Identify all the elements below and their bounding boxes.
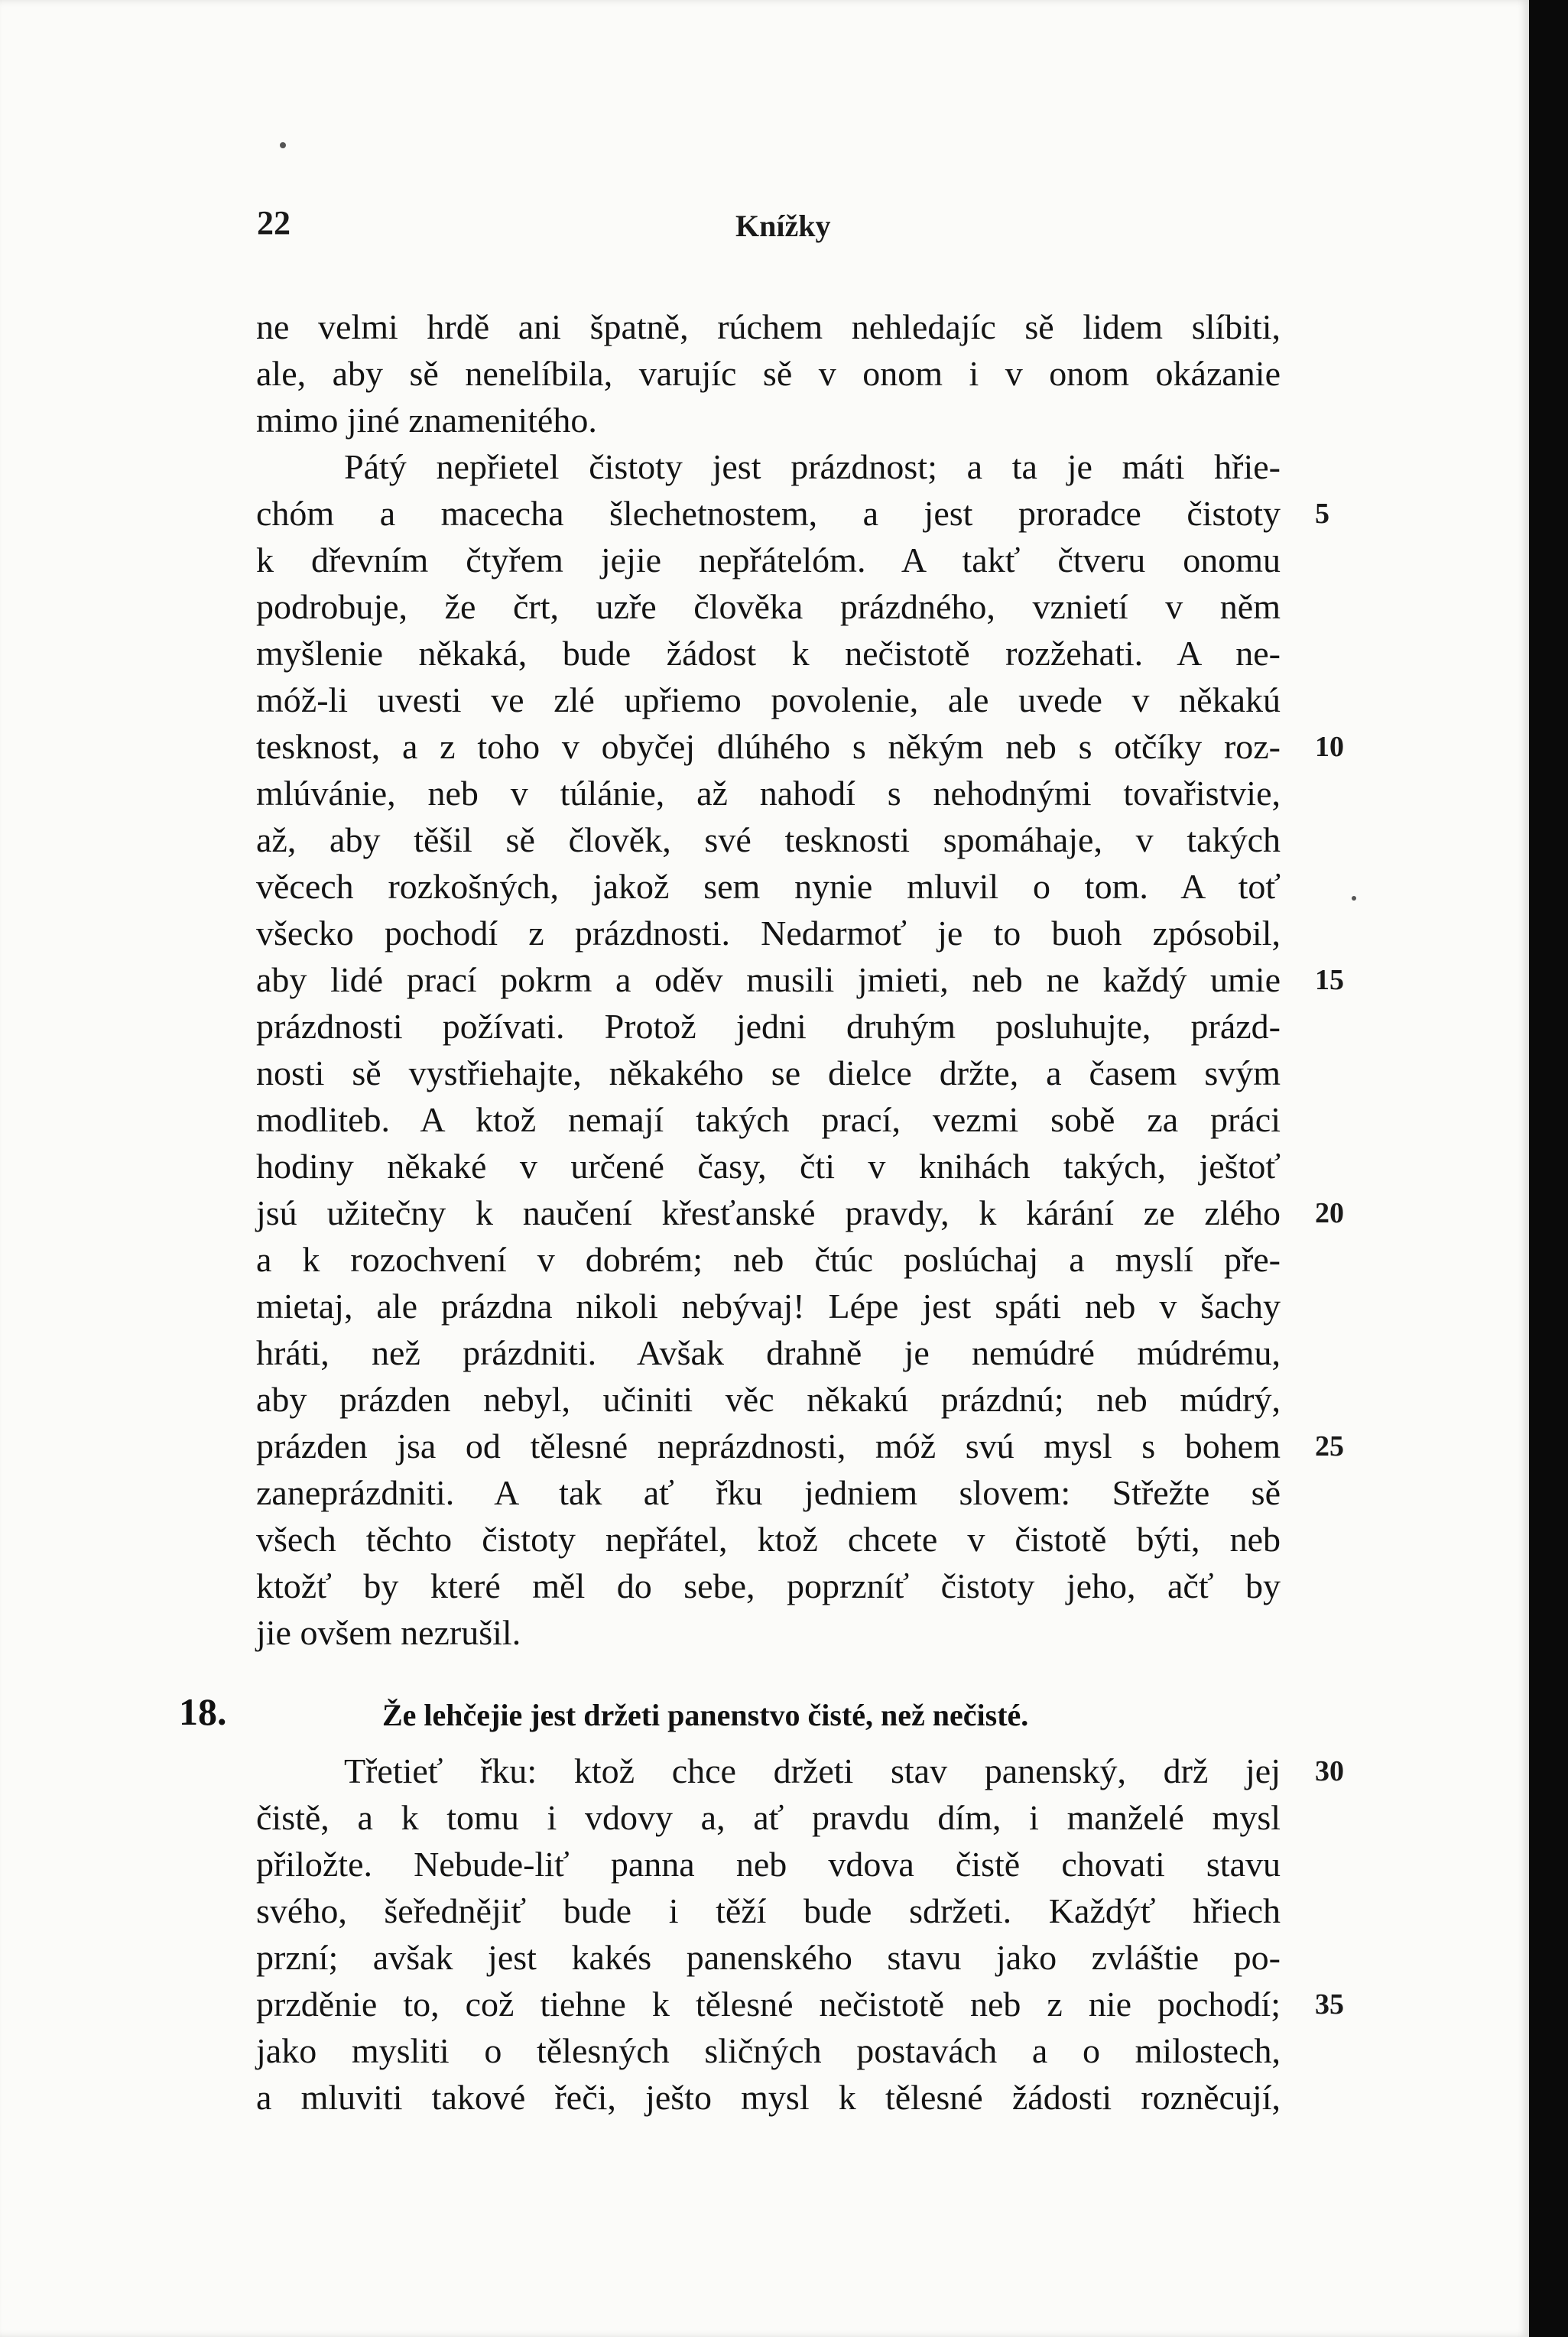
text-line: přiložte. Nebude-liť panna neb vdova čistě chovati stavu: [256, 1845, 1281, 1884]
scan-edge: [1529, 0, 1568, 2337]
text-line: ktožť by které měl do sebe, poprzníť čistoty jeho, ačť by: [256, 1566, 1281, 1605]
line-number: 15: [1315, 964, 1344, 996]
text-line: ne velmi hrdě ani špatně, rúchem nehledajíc sě lidem slíbiti,: [256, 307, 1281, 346]
section-number: 18.: [179, 1690, 227, 1733]
section-title: Že lehčejie jest držeti panenstvo čisté, než nečisté.: [382, 1698, 1029, 1732]
line-number: 25: [1315, 1430, 1344, 1462]
text-line: Pátý nepřietel čistoty jest prázdnost; a ta je máti hřie-: [344, 447, 1281, 486]
speck: [1352, 896, 1356, 901]
text-line: modliteb. A ktož nemají takých prací, vezmi sobě za práci: [256, 1100, 1281, 1139]
page-number: 22: [257, 204, 291, 242]
text-line: jsú užitečny k naučení křesťanské pravdy, k kárání ze zlého: [256, 1193, 1281, 1232]
text-line: podrobuje, že črt, uzře člověka prázdného, vznietí v něm: [256, 587, 1281, 626]
text-line: všech těchto čistoty nepřátel, ktož chcete v čistotě býti, neb: [256, 1520, 1281, 1559]
text-line: zaneprázdniti. A tak ať řku jedniem slovem: Střežte sě: [256, 1473, 1281, 1512]
speck: [280, 142, 286, 148]
text-line: chóm a macecha šlechetnostem, a jest proradce čistoty: [256, 494, 1281, 533]
text-line: jie ovšem nezrušil.: [256, 1613, 521, 1652]
text-line: Třetieť řku: ktož chce držeti stav panenský, drž jej: [344, 1751, 1281, 1790]
line-number: 30: [1315, 1755, 1344, 1787]
text-line: všecko pochodí z prázdnosti. Nedarmoť je to buoh zpósobil,: [256, 914, 1281, 953]
text-line: čistě, a k tomu i vdovy a, ať pravdu dím, i manželé mysl: [256, 1798, 1281, 1837]
line-number: 10: [1315, 731, 1344, 763]
text-line: a mluviti takové řeči, ješto mysl k tělesné žádosti rozněcují,: [256, 2078, 1281, 2117]
text-line: jako mysliti o tělesných sličných postavách a o milostech,: [256, 2031, 1281, 2070]
running-title: Knížky: [735, 209, 831, 243]
text-line: móž-li uvesti ve zlé upřiemo povolenie, ale uvede v někakú: [256, 680, 1281, 719]
text-line: nosti sě vystřiehajte, někakého se dielce držte, a časem svým: [256, 1053, 1281, 1092]
text-line: aby prázden nebyl, učiniti věc někakú prázdnú; neb múdrý,: [256, 1380, 1281, 1419]
text-line: a k rozochvení v dobrém; neb čtúc poslúchaj a myslí pře-: [256, 1240, 1281, 1279]
text-line: k dřevním čtyřem jejie nepřátelóm. A takť čtveru onomu: [256, 540, 1281, 579]
text-line: prázden jsa od tělesné neprázdnosti, móž svú mysl s bohem: [256, 1427, 1281, 1465]
text-line: mietaj, ale prázdna nikoli nebývaj! Lépe jest spáti neb v šachy: [256, 1287, 1281, 1326]
text-line: myšlenie někaká, bude žádost k nečistotě rozžehati. A ne-: [256, 634, 1281, 673]
text-line: hodiny někaké v určené časy, čti v knihách takých, ještoť: [256, 1147, 1281, 1186]
text-line: prázdnosti požívati. Protož jedni druhým posluhujte, prázd-: [256, 1007, 1281, 1046]
line-number: 5: [1315, 498, 1329, 530]
text-line: aby lidé prací pokrm a oděv musili jmieti, neb ne každý umie: [256, 960, 1281, 999]
text-line: až, aby těšil sě člověk, své tesknosti spomáhaje, v takých: [256, 820, 1281, 859]
text-line: věcech rozkošných, jakož sem nynie mluvil o tom. A toť: [256, 867, 1281, 906]
text-line: przděnie to, což tiehne k tělesné nečistotě neb z nie pochodí;: [256, 1985, 1281, 2024]
text-line: przní; avšak jest kakés panenského stavu jako zvláštie po-: [256, 1938, 1281, 1977]
line-number: 35: [1315, 1988, 1344, 2021]
text-line: tesknost, a z toho v obyčej dlúhého s někým neb s otčíky roz-: [256, 727, 1281, 766]
text-line: hráti, než prázdniti. Avšak drahně je nemúdré múdrému,: [256, 1333, 1281, 1372]
text-line: mimo jiné znamenitého.: [256, 401, 597, 440]
line-number: 20: [1315, 1197, 1344, 1229]
text-line: mlúvánie, neb v túlánie, až nahodí s nehodnými tovařistvie,: [256, 774, 1281, 813]
text-line: svého, šeřednějiť bude i těží bude sdržeti. Každýť hřiech: [256, 1891, 1281, 1930]
text-line: ale, aby sě nenelíbila, varujíc sě v onom i v onom okázanie: [256, 354, 1281, 393]
